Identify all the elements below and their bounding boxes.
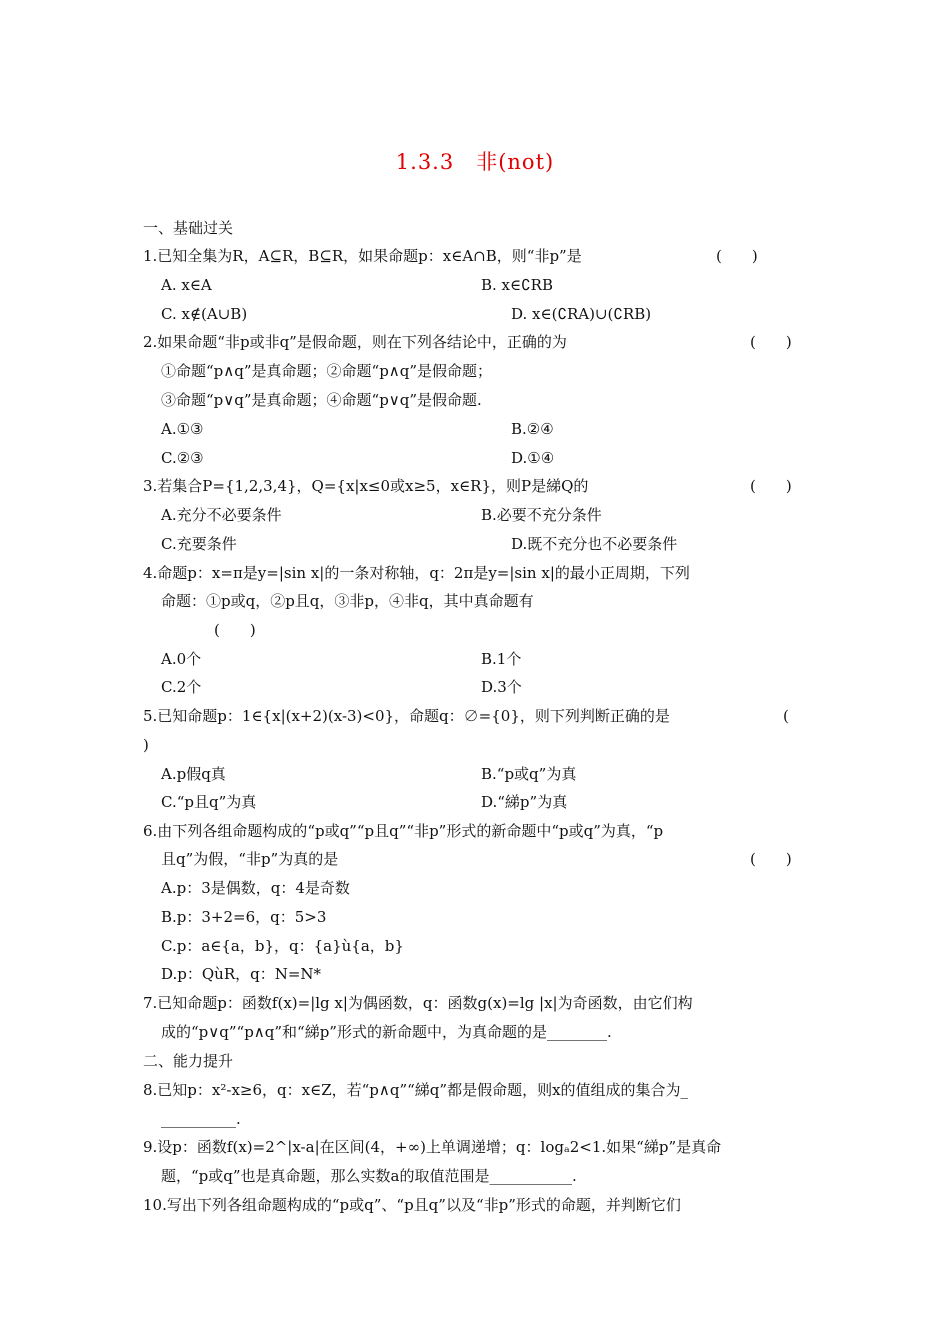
- q5-option-c: C.“p且q”为真: [161, 793, 257, 811]
- q3-option-c: C.充要条件: [161, 535, 237, 553]
- q1-option-a: A. x∈A: [161, 276, 212, 294]
- answer-paren-q5-close: ): [143, 736, 149, 754]
- q2-option-c: C.②③: [161, 449, 204, 467]
- question-4-stem-line1: 4.命题p：x=π是y=|sin x|的一条对称轴，q：2π是y=|sin x|的最小正周期，下列: [143, 564, 690, 582]
- question-7-line1: 7.已知命题p：函数f(x)=|lg x|为偶函数，q：函数g(x)=lg |x|为奇函数，由它们构: [143, 994, 693, 1012]
- answer-paren-q1: ( ): [716, 247, 758, 265]
- answer-paren-q5-open: (: [783, 707, 789, 725]
- q5-option-d: D.“綈p”为真: [481, 793, 568, 811]
- question-9-line2: 题，“p或q”也是真命题，那么实数a的取值范围是___________.: [161, 1167, 577, 1185]
- q4-option-a: A.0个: [161, 650, 202, 668]
- question-7-line2: 成的“p∨q”“p∧q”和“綈p”形式的新命题中，为真命题的是________.: [161, 1023, 612, 1041]
- answer-paren-q6: ( ): [750, 850, 792, 868]
- question-6-stem-line1: 6.由下列各组命题构成的“p或q”“p且q”“非p”形式的新命题中“p或q”为真，“p: [143, 822, 664, 840]
- answer-paren-q4: ( ): [214, 621, 256, 639]
- q3-option-b: B.必要不充分条件: [481, 506, 602, 524]
- question-9-line1: 9.设p：函数f(x)=2^|x-a|在区间(4，+∞)上单调递增；q：logₐ2<1.如果“綈p”是真命: [143, 1138, 722, 1156]
- question-8-line1: 8.已知p：x²-x≥6，q：x∈Z，若“p∧q”“綈q”都是假命题，则x的值组成的集合为_: [143, 1081, 689, 1099]
- answer-paren-q2: ( ): [750, 333, 792, 351]
- question-2-stem: 2.如果命题“非p或非q”是假命题，则在下列各结论中，正确的为: [143, 333, 567, 351]
- q6-option-d: D.p：QùR，q：N=N*: [161, 965, 322, 983]
- q5-option-b: B.“p或q”为真: [481, 765, 577, 783]
- q2-option-b: B.②④: [511, 420, 554, 438]
- q2-option-d: D.①④: [511, 449, 555, 467]
- answer-paren-q3: ( ): [750, 477, 792, 495]
- q4-option-c: C.2个: [161, 678, 202, 696]
- q4-option-b: B.1个: [481, 650, 522, 668]
- q6-option-c: C.p：a∈{a，b}，q：{a}ù{a，b}: [161, 937, 404, 955]
- question-8-line2: __________.: [161, 1110, 241, 1128]
- q6-option-b: B.p：3+2=6，q：5>3: [161, 908, 327, 926]
- question-1-stem: 1.已知全集为R，A⊆R，B⊆R，如果命题p：x∈A∩B，则“非p”是: [143, 247, 582, 265]
- section-heading-advanced: 二、能力提升: [143, 1052, 234, 1070]
- q6-option-a: A.p：3是偶数，q：4是奇数: [161, 879, 350, 897]
- q1-option-b: B. x∈∁RB: [481, 276, 553, 294]
- q1-option-c: C. x∉(A∪B): [161, 305, 248, 323]
- q3-option-a: A.充分不必要条件: [161, 506, 282, 524]
- section-heading-basics: 一、基础过关: [143, 219, 234, 237]
- page-title: 1.3.3 非(not): [395, 150, 555, 174]
- q1-option-d: D. x∈(∁RA)∪(∁RB): [511, 305, 652, 323]
- question-6-stem-line2: 且q”为假，“非p”为真的是: [161, 850, 339, 868]
- q2-option-a: A.①③: [161, 420, 204, 438]
- question-10-line1: 10.写出下列各组命题构成的“p或q”、“p且q”以及“非p”形式的命题，并判断它们: [143, 1196, 681, 1214]
- q2-statements-line1: ①命题“p∧q”是真命题；②命题“p∧q”是假命题；: [161, 362, 493, 380]
- question-4-stem-line2: 命题：①p或q，②p且q，③非p，④非q，其中真命题有: [161, 592, 534, 610]
- q4-option-d: D.3个: [481, 678, 522, 696]
- question-5-stem: 5.已知命题p：1∈{x|(x+2)(x-3)<0}，命题q：∅={0}，则下列判断正确的是: [143, 707, 670, 725]
- q5-option-a: A.p假q真: [161, 765, 226, 783]
- q3-option-d: D.既不充分也不必要条件: [511, 535, 678, 553]
- q2-statements-line2: ③命题“p∨q”是真命题；④命题“p∨q”是假命题.: [161, 391, 482, 409]
- question-3-stem: 3.若集合P={1,2,3,4}，Q={x|x≤0或x≥5，x∈R}，则P是綈Q的: [143, 477, 589, 495]
